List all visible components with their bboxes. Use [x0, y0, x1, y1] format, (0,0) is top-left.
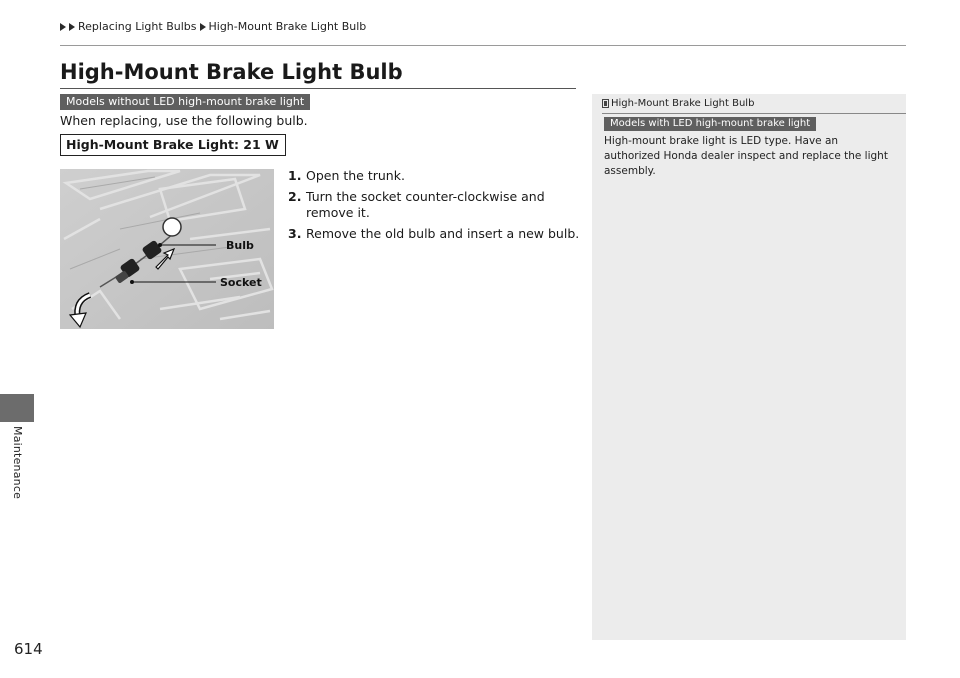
- arrow-right-icon: [69, 23, 75, 31]
- page-title: High-Mount Brake Light Bulb: [60, 60, 403, 84]
- breadcrumb: [60, 20, 366, 33]
- note-divider: [602, 113, 906, 114]
- step-text: Remove the old bulb and insert a new bulb.: [306, 226, 580, 241]
- note-panel: [592, 94, 906, 640]
- bulb-spec-box: High-Mount Brake Light: 21 W: [60, 134, 286, 156]
- replacement-steps: [288, 168, 580, 247]
- chapter-tab-marker: [0, 394, 34, 422]
- bulb-replacement-illustration: [60, 169, 274, 329]
- header-divider: [60, 45, 906, 46]
- arrow-right-icon: [200, 23, 206, 31]
- step-number: 1.: [288, 168, 302, 183]
- title-divider: [60, 88, 576, 89]
- step-item: [288, 226, 580, 242]
- socket-label: Socket: [220, 276, 262, 289]
- page-number: 614: [14, 640, 43, 658]
- arrow-right-icon: [60, 23, 66, 31]
- model-applicability-badge: Models without LED high-mount brake light: [60, 94, 310, 110]
- note-model-badge: Models with LED high-mount brake light: [604, 117, 816, 131]
- step-number: 3.: [288, 226, 302, 241]
- breadcrumb-item-replacing-light-bulbs[interactable]: Replacing Light Bulbs: [78, 20, 197, 33]
- bulb-shape: [163, 218, 181, 236]
- intro-text: When replacing, use the following bulb.: [60, 113, 308, 128]
- note-heading: [602, 98, 754, 109]
- note-text: High-mount brake light is LED type. Have an authorized Honda dealer inspect and replace the light assembly.: [604, 135, 888, 177]
- step-number: 2.: [288, 189, 302, 204]
- step-item: [288, 189, 580, 221]
- step-text: Turn the socket counter-clockwise and remove it.: [306, 189, 545, 220]
- step-text: Open the trunk.: [306, 168, 405, 183]
- note-reference-icon: [602, 99, 609, 108]
- bulb-label: Bulb: [226, 239, 254, 252]
- step-item: [288, 168, 580, 184]
- chapter-tab-label: Maintenance: [11, 426, 24, 500]
- note-heading-text: High-Mount Brake Light Bulb: [611, 98, 755, 109]
- breadcrumb-item-high-mount-brake-light-bulb[interactable]: High-Mount Brake Light Bulb: [208, 20, 367, 33]
